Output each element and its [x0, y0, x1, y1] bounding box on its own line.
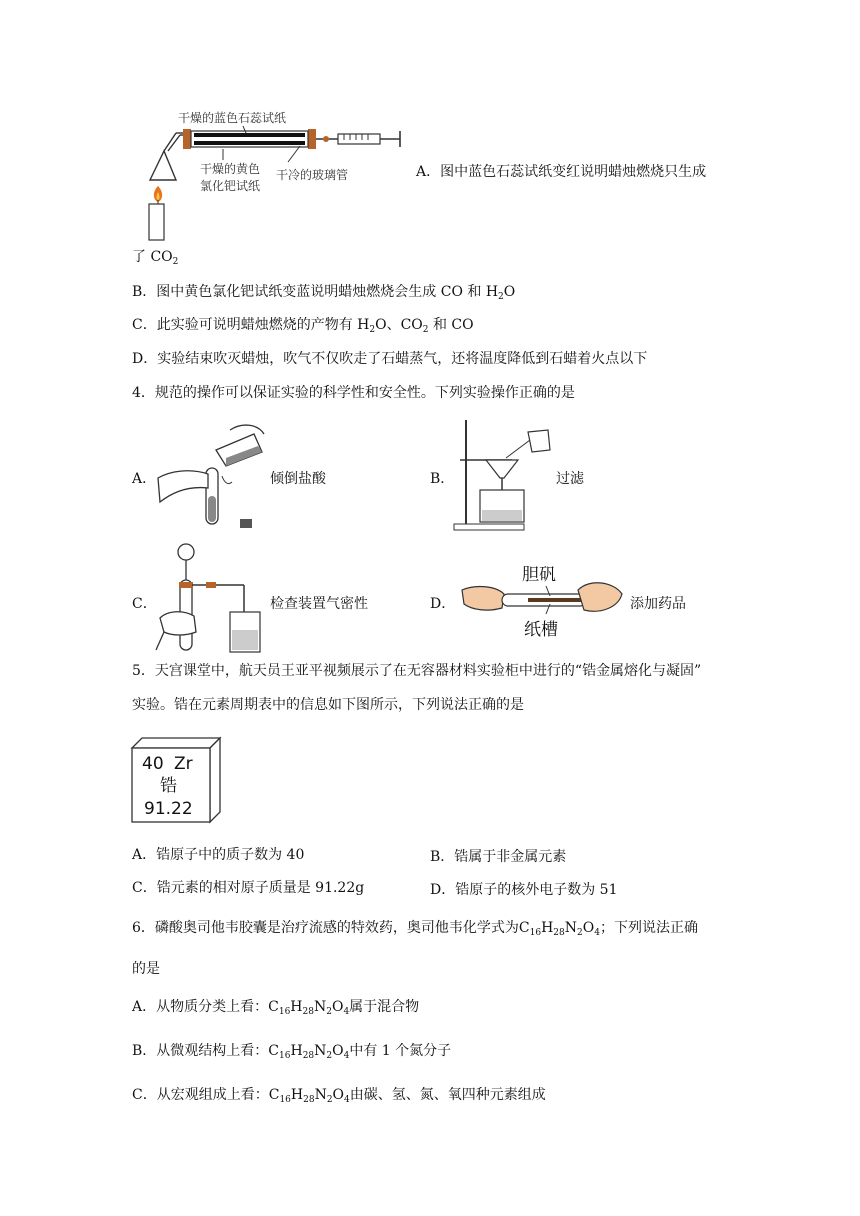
chemical-formula: $C_{16}H_{28}N_2O_4$	[268, 999, 350, 1017]
label-yellow-paper-line1: 干燥的黄色	[200, 162, 261, 176]
element-atomic-number: 40	[142, 754, 164, 774]
q5-option-d: D．锆原子的核外电子数为 51	[430, 882, 618, 898]
q6-stem-line2: 的是	[132, 961, 160, 977]
chemical-formula: $C_{16}H_{28}N_2O_4$	[268, 1043, 350, 1061]
q5-stem-line2: 实验。锆在元素周期表中的信息如下图所示，下列说法正确的是	[132, 697, 524, 713]
q5-option-c: C．锆元素的相对原子质量是 91.22g	[132, 880, 365, 896]
chemical-formula: $C_{16}H_{28}N_2O_4$	[268, 1087, 350, 1105]
filtration-illustration	[452, 416, 562, 534]
label-yellow-paper-line2: 氯化钯试纸	[200, 179, 261, 193]
q4-option-a-letter: A．	[132, 471, 157, 487]
airtightness-check-illustration	[150, 540, 270, 658]
adding-reagent-illustration	[458, 560, 628, 640]
label-copper-sulfate: 胆矾	[522, 565, 556, 585]
q5-option-a: A．锆原子中的质子数为 40	[132, 847, 305, 863]
q4-option-d-letter: D．	[430, 596, 456, 612]
label-paper-trough: 纸槽	[524, 620, 558, 640]
q4-option-c-letter: C．	[132, 596, 157, 612]
q6-option-b: B．从微观结构上看：$C_{16}H_{28}N_2O_4$中有 1 个氮分子	[132, 1043, 452, 1061]
q4-option-c-text: 检查装置气密性	[270, 596, 368, 612]
q3-option-a-line1: A．图中蓝色石蕊试纸变红说明蜡烛燃烧只生成	[416, 164, 707, 180]
q6-option-a: A．从物质分类上看：$C_{16}H_{28}N_2O_4$属于混合物	[132, 999, 420, 1017]
q5-stem-line1: 5．天宫课堂中，航天员王亚平视频展示了在无容器材料实验柜中进行的“锆金属熔化与凝固”	[132, 663, 702, 679]
q3-option-a-line2: 了 $CO_2$	[132, 249, 179, 267]
element-symbol: Zr	[174, 754, 193, 774]
element-atomic-mass: 91.22	[144, 799, 193, 819]
zirconium-element-cell	[130, 736, 224, 826]
q4-option-b-text: 过滤	[556, 471, 584, 487]
q6-option-c: C．从宏观组成上看：$C_{16}H_{28}N_2O_4$由碳、氢、氮、氧四种元素组成	[132, 1087, 546, 1105]
q6-stem-line1: 6．磷酸奥司他韦胶囊是治疗流感的特效药，奥司他韦化学式为$C_{16}H_{28}N_2O_4$；下列说法正确	[132, 920, 698, 938]
chemical-formula: $C_{16}H_{28}N_2O_4$	[518, 920, 600, 938]
candle-combustion-apparatus-diagram	[128, 104, 428, 244]
element-name: 锆	[160, 776, 177, 796]
label-glass-tube: 干冷的玻璃管	[276, 168, 349, 182]
label-blue-litmus-paper: 干燥的蓝色石蕊试纸	[178, 111, 287, 125]
q4-option-d-text: 添加药品	[630, 596, 686, 612]
q3-option-d: D．实验结束吹灭蜡烛，吹气不仅吹走了石蜡蒸气，还将温度降低到石蜡着火点以下	[132, 351, 648, 367]
q3-option-b: B．图中黄色氯化钯试纸变蓝说明蜡烛燃烧会生成 CO 和 $H_2O$	[132, 284, 516, 302]
q4-option-b-letter: B．	[430, 471, 455, 487]
q3-option-c: C．此实验可说明蜡烛燃烧的产物有 $H_2O$、$CO_2$ 和 CO	[132, 317, 474, 335]
q5-option-b: B．锆属于非金属元素	[430, 849, 567, 865]
q4-stem: 4．规范的操作可以保证实验的科学性和安全性。下列实验操作正确的是	[132, 385, 575, 401]
q4-option-a-text: 倾倒盐酸	[270, 471, 326, 487]
pouring-acid-illustration	[150, 416, 270, 531]
